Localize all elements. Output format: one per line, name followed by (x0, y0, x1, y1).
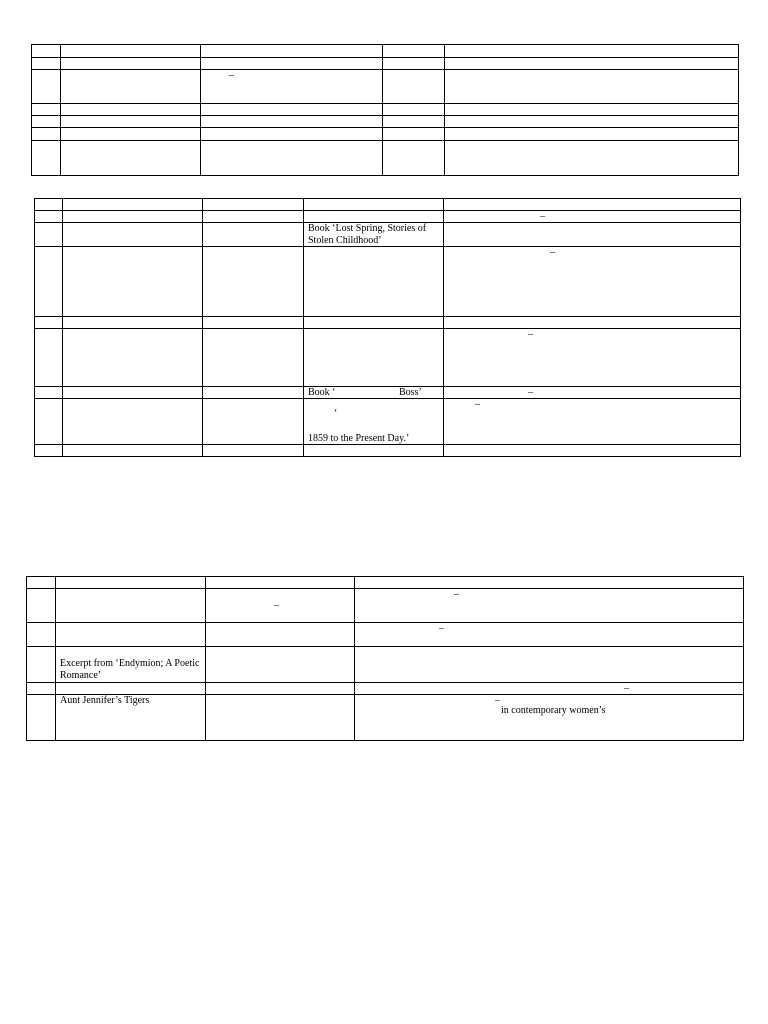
table-cell (206, 623, 355, 647)
table-3 (26, 576, 744, 741)
table-cell (32, 104, 61, 116)
table-cell (203, 317, 304, 329)
table-cell (203, 199, 304, 211)
table-cell (445, 104, 739, 116)
cell-text: Boss’ (399, 387, 422, 398)
table-cell (355, 623, 744, 647)
table-row (35, 399, 741, 445)
table-row (35, 223, 741, 247)
table-cell (35, 329, 63, 387)
table-cell (304, 247, 444, 317)
table-cell (203, 329, 304, 387)
table-cell (61, 116, 201, 128)
cell-text: – (439, 623, 444, 634)
table-1 (31, 44, 739, 176)
cell-text: – (454, 589, 459, 600)
table-cell (32, 116, 61, 128)
table-cell (27, 577, 56, 589)
table-row (35, 199, 741, 211)
table-cell (445, 58, 739, 70)
table-row (32, 141, 739, 176)
cell-text: Book ‘Lost Spring, Stories of (308, 223, 427, 234)
table-cell (201, 104, 383, 116)
cell-text: – (229, 70, 234, 81)
table-cell (201, 141, 383, 176)
table-cell (444, 223, 741, 247)
cell-text: Stolen Childhood’ (308, 235, 382, 246)
cell-text: – (274, 600, 279, 611)
cell-text: – (495, 695, 500, 706)
table-cell (304, 199, 444, 211)
table-row (32, 128, 739, 141)
table-cell (201, 116, 383, 128)
table-cell (445, 70, 739, 104)
table-cell (35, 317, 63, 329)
table-cell (35, 199, 63, 211)
table-cell (27, 589, 56, 623)
table-cell (304, 399, 444, 445)
table-cell (304, 223, 444, 247)
cell-text: ‘ (334, 408, 338, 419)
table-cell (35, 247, 63, 317)
table-row (27, 589, 744, 623)
table-cell (444, 317, 741, 329)
table-cell (355, 589, 744, 623)
table-cell (56, 695, 206, 741)
table-cell (56, 683, 206, 695)
cell-text: Book ‘ (308, 387, 336, 398)
table-cell (56, 589, 206, 623)
cell-text: Excerpt from ‘Endymion; A Poetic (60, 658, 200, 669)
table-cell (27, 623, 56, 647)
table-row (27, 577, 744, 589)
table-cell (32, 70, 61, 104)
table-cell (201, 58, 383, 70)
table-row (35, 387, 741, 399)
table-cell (445, 45, 739, 58)
table-row (35, 317, 741, 329)
table-cell (63, 445, 203, 457)
table-cell (444, 247, 741, 317)
table-cell (61, 141, 201, 176)
table-row (27, 683, 744, 695)
table-cell (445, 116, 739, 128)
table-cell (206, 589, 355, 623)
table-cell (56, 647, 206, 683)
table-cell (304, 317, 444, 329)
table-cell (35, 445, 63, 457)
table-cell (355, 683, 744, 695)
cell-text: – (528, 329, 533, 340)
table-cell (201, 128, 383, 141)
table-row (32, 104, 739, 116)
table-row (32, 116, 739, 128)
table-cell (304, 445, 444, 457)
table-row (27, 695, 744, 741)
table-cell (206, 695, 355, 741)
table-cell (32, 128, 61, 141)
table-cell (444, 399, 741, 445)
table-cell (35, 211, 63, 223)
table-cell (32, 58, 61, 70)
table-cell (355, 647, 744, 683)
table-cell (63, 211, 203, 223)
cell-text: in contemporary women’s (501, 705, 606, 716)
table-cell (444, 445, 741, 457)
table-cell (383, 70, 445, 104)
table-cell (304, 387, 444, 399)
table-cell (383, 116, 445, 128)
table-cell (32, 45, 61, 58)
table-cell (444, 329, 741, 387)
table-cell (56, 623, 206, 647)
table-cell (201, 45, 383, 58)
table-cell (27, 695, 56, 741)
table-cell (206, 647, 355, 683)
table-cell (445, 141, 739, 176)
table-cell (61, 104, 201, 116)
table-cell (35, 387, 63, 399)
table-row (35, 329, 741, 387)
cell-text: – (550, 247, 555, 258)
table-row (27, 623, 744, 647)
table-cell (383, 58, 445, 70)
cell-text: Aunt Jennifer’s Tigers (60, 695, 150, 706)
table-cell (383, 141, 445, 176)
cell-text: – (528, 387, 533, 398)
table-row (35, 445, 741, 457)
table-row (35, 247, 741, 317)
table-cell (27, 647, 56, 683)
cell-text: Romance’ (60, 670, 102, 681)
table-cell (201, 70, 383, 104)
table-cell (35, 399, 63, 445)
table-cell (203, 223, 304, 247)
table-cell (206, 577, 355, 589)
table-cell (445, 128, 739, 141)
table-cell (63, 387, 203, 399)
table-cell (203, 247, 304, 317)
table-cell (203, 399, 304, 445)
table-cell (35, 223, 63, 247)
table-cell (444, 211, 741, 223)
table-cell (27, 683, 56, 695)
table-cell (206, 683, 355, 695)
table-2 (34, 198, 741, 457)
table-row (32, 45, 739, 58)
table-cell (203, 387, 304, 399)
cell-text: – (624, 683, 629, 694)
table-cell (355, 577, 744, 589)
table-row (27, 647, 744, 683)
table-row (32, 70, 739, 104)
table-cell (56, 577, 206, 589)
table-cell (61, 128, 201, 141)
table-cell (355, 695, 744, 741)
table-cell (32, 141, 61, 176)
table-cell (63, 399, 203, 445)
table-cell (63, 247, 203, 317)
table-cell (444, 387, 741, 399)
cell-text: – (475, 399, 480, 410)
table-cell (61, 58, 201, 70)
table-cell (61, 70, 201, 104)
table-cell (444, 199, 741, 211)
table-cell (383, 104, 445, 116)
table-cell (63, 199, 203, 211)
table-cell (203, 445, 304, 457)
table-cell (63, 223, 203, 247)
table-cell (61, 45, 201, 58)
table-cell (63, 329, 203, 387)
cell-text: 1859 to the Present Day.’ (308, 433, 410, 444)
table-cell (203, 211, 304, 223)
table-row (32, 58, 739, 70)
table-cell (383, 45, 445, 58)
table-cell (304, 211, 444, 223)
table-row (35, 211, 741, 223)
table-cell (383, 128, 445, 141)
cell-text: – (540, 211, 545, 222)
table-cell (63, 317, 203, 329)
table-cell (304, 329, 444, 387)
